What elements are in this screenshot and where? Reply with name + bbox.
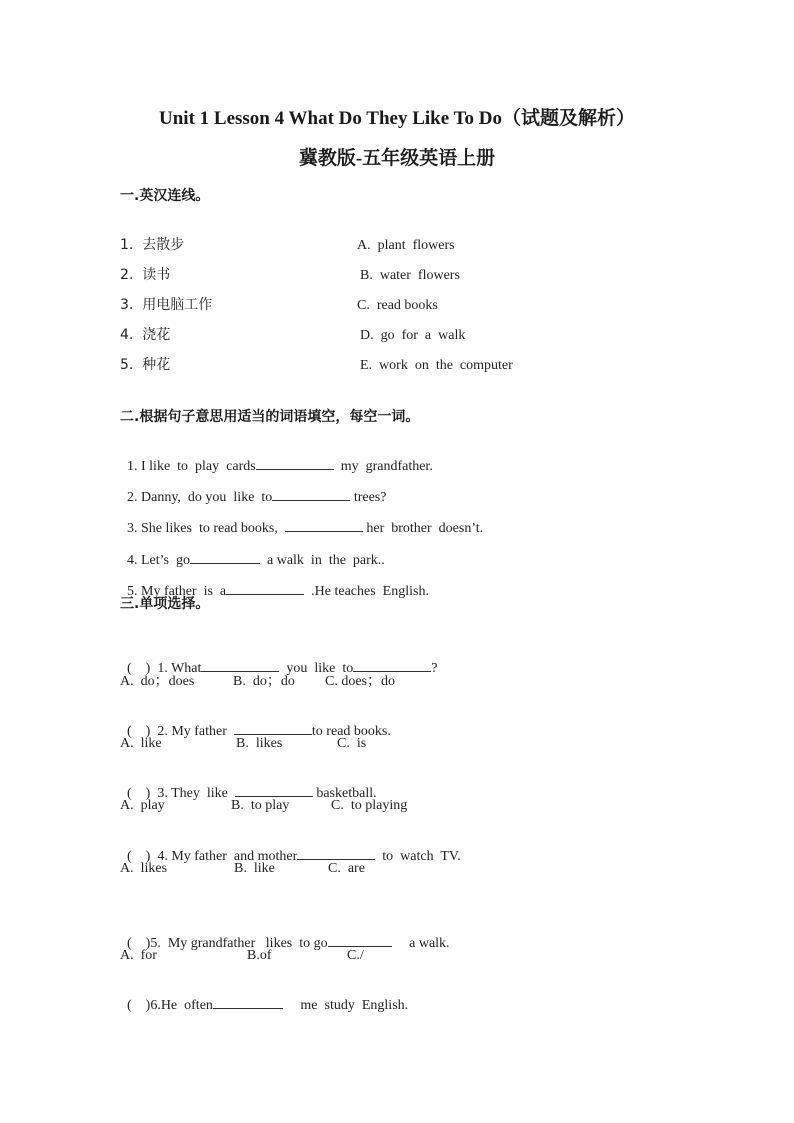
answer-blank[interactable] [213,996,283,1009]
option-b: B. likes [236,736,283,751]
match-right-item: E. work on the computer [360,358,513,373]
match-left-item: 4. 浇花 [120,327,171,343]
question-text: ( ) 3. They like [127,786,235,801]
option-c: C. does；do [325,674,395,689]
question-text: 3. She likes to read books, [127,521,285,536]
option-a: A. play [120,798,165,813]
question-text: me study English. [282,998,409,1013]
answer-blank[interactable] [297,847,375,860]
answer-blank[interactable] [272,488,350,501]
answer-blank[interactable] [256,457,334,470]
page-title: Unit 1 Lesson 4 What Do They Like To Do（试题及解析） [159,108,635,129]
question-text: a walk in the park.. [260,553,385,568]
section-1-heading: 一.英汉连线。 [120,188,210,204]
question-text: to read books. [311,724,391,739]
answer-blank[interactable] [201,659,279,672]
option-a: A. like [120,736,162,751]
answer-blank[interactable] [353,659,431,672]
question-text: trees? [350,490,387,505]
answer-blank[interactable] [226,582,304,595]
choice-question-4 [120,829,461,866]
option-c: C. to playing [331,798,408,813]
match-left-item: 1. 去散步 [120,237,185,253]
question-text: ( ) 1. What [127,661,202,676]
answer-blank[interactable] [234,722,312,735]
option-b: B.of [247,948,272,963]
question-text: ( )5. My grandfather likes to go [127,936,328,951]
match-right-item: A. plant flowers [357,238,455,253]
answer-blank[interactable] [328,934,392,947]
question-text: 4. Let’s go [127,553,190,568]
choice-question-5 [120,916,450,953]
question-text: my grandfather. [333,459,433,474]
answer-blank[interactable] [235,784,313,797]
question-text: ? [431,661,438,676]
option-b: B. like [234,861,275,876]
option-b: B. to play [231,798,290,813]
match-right-item: C. read books [357,298,438,313]
option-c: C. are [328,861,365,876]
match-right-item: B. water flowers [360,268,460,283]
match-right-item: D. go for a walk [360,328,466,343]
question-text: 2. Danny, do you like to [127,490,273,505]
question-text: 5. My father is a [127,584,227,599]
match-left-item: 5. 种花 [120,357,171,373]
answer-blank[interactable] [285,519,363,532]
question-text: a walk. [391,936,450,951]
question-text: .He teaches English. [304,584,429,599]
option-a: A. do；does [120,674,195,689]
option-b: B. do；do [233,674,295,689]
question-text: to watch TV. [375,849,461,864]
question-text: 1. I like to play cards [127,459,256,474]
page-subtitle: 冀教版-五年级英语上册 [298,148,496,169]
match-left-item: 3. 用电脑工作 [120,297,213,313]
question-text: basketball. [312,786,377,801]
match-left-item: 2. 读书 [120,267,171,283]
section-3-heading: 三.单项选择。 [120,596,210,612]
question-text: ( )6.He often [127,998,213,1013]
option-a: A. likes [120,861,168,876]
option-c: C./ [347,948,364,963]
question-text: ( ) 2. My father [127,724,234,739]
section-2-heading: 二.根据句子意思用适当的词语填空，每空一词。 [120,409,420,425]
question-text: her brother doesn’t. [362,521,484,536]
question-text: you like to [279,661,354,676]
choice-question-6 [120,978,408,1015]
option-c: C. is [337,736,367,751]
option-a: A. for [120,948,157,963]
question-text: ( ) 4. My father and mother [127,849,298,864]
answer-blank[interactable] [190,551,260,564]
